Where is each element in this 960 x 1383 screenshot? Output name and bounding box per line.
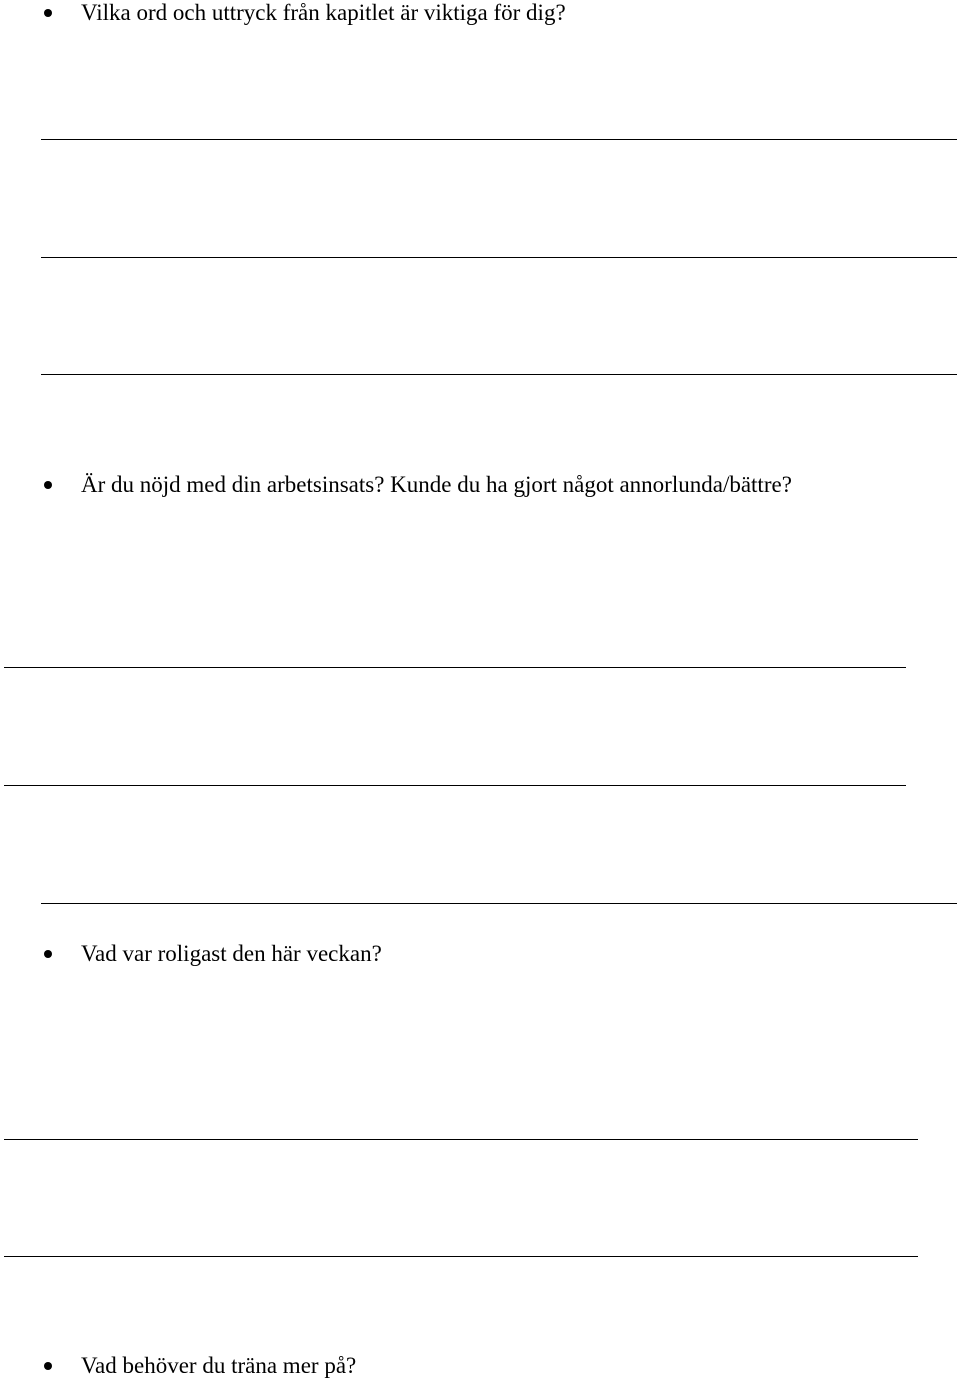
answer-line[interactable] (41, 139, 957, 140)
answer-line[interactable] (4, 1256, 918, 1257)
answer-line[interactable] (41, 903, 957, 904)
question-text: Vad behöver du träna mer på? (81, 1353, 357, 1378)
question-text: Är du nöjd med din arbetsinsats? Kunde du ha gjort något annorlunda/bättre? (81, 472, 792, 497)
answer-line[interactable] (41, 374, 957, 375)
bullet-icon (44, 481, 52, 489)
question-text: Vad var roligast den här veckan? (81, 941, 382, 966)
bullet-icon (44, 1362, 52, 1370)
answer-line[interactable] (4, 667, 906, 668)
answer-line[interactable] (41, 257, 957, 258)
answer-line[interactable] (4, 1139, 918, 1140)
bullet-icon (44, 950, 52, 958)
bullet-icon (44, 9, 52, 17)
answer-line[interactable] (4, 785, 906, 786)
question-text: Vilka ord och uttryck från kapitlet är viktiga för dig? (81, 0, 566, 25)
